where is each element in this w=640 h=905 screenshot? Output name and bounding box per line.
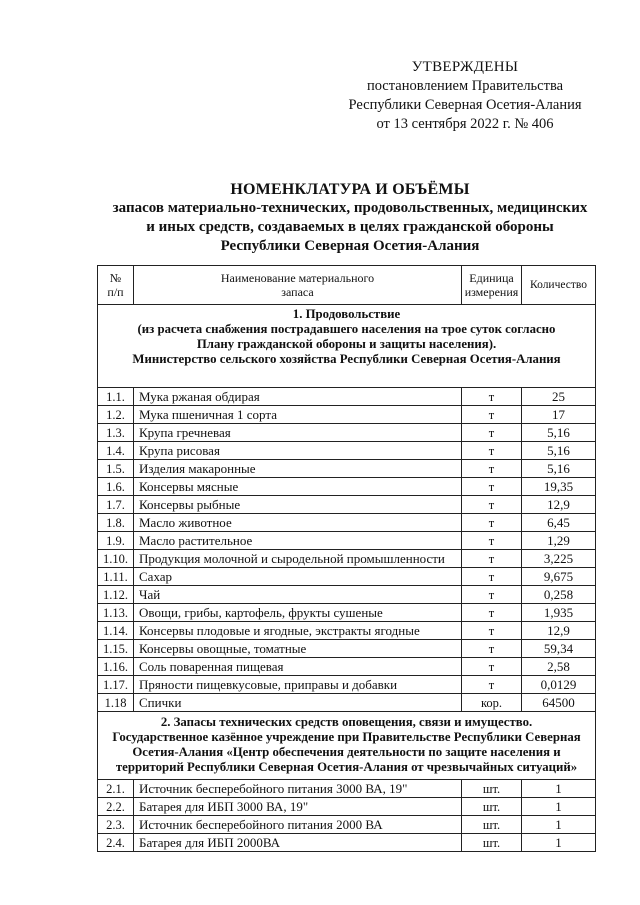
table-row — [98, 388, 596, 406]
row-quantity: 9,675 — [522, 568, 596, 586]
table-row — [98, 568, 596, 586]
row-number: 1.4. — [98, 442, 134, 460]
row-unit: т — [462, 442, 522, 460]
row-unit: т — [462, 460, 522, 478]
row-number: 2.1. — [98, 780, 134, 798]
table-row — [98, 834, 596, 852]
table-row — [98, 550, 596, 568]
row-quantity: 2,58 — [522, 658, 596, 676]
row-number: 2.3. — [98, 816, 134, 834]
row-unit: т — [462, 604, 522, 622]
row-quantity: 1,29 — [522, 532, 596, 550]
row-number: 1.13. — [98, 604, 134, 622]
row-name: Батарея для ИБП 2000ВА — [134, 834, 462, 852]
row-name: Изделия макаронные — [134, 460, 462, 478]
title-line: Республики Северная Осетия-Алания — [220, 238, 480, 254]
row-unit: т — [462, 622, 522, 640]
row-quantity: 5,16 — [522, 424, 596, 442]
row-name: Масло животное — [134, 514, 462, 532]
row-number: 1.5. — [98, 460, 134, 478]
row-number: 1.14. — [98, 622, 134, 640]
row-name: Крупа рисовая — [134, 442, 462, 460]
row-quantity: 19,35 — [522, 478, 596, 496]
approval-line: Республики Северная Осетия-Алания — [348, 97, 582, 113]
row-quantity: 12,9 — [522, 496, 596, 514]
row-name: Консервы плодовые и ягодные, экстракты ягодные — [134, 622, 462, 640]
table-row — [98, 676, 596, 694]
row-number: 1.1. — [98, 388, 134, 406]
section-header-food — [98, 305, 596, 388]
row-quantity: 0,258 — [522, 586, 596, 604]
row-number: 1.18 — [98, 694, 134, 712]
section-cell: 1. Продовольствие (из расчета снабжения пострадавшего населения на трое суток согласно Плану гражданской обороны и защиты населения). Министерство сельского хозяйства Республики Северная Осетия-Алания — [98, 305, 596, 388]
document-title — [80, 180, 620, 256]
table-row — [98, 514, 596, 532]
row-quantity: 12,9 — [522, 622, 596, 640]
table-row — [98, 496, 596, 514]
row-name: Мука пшеничная 1 сорта — [134, 406, 462, 424]
row-name: Масло растительное — [134, 532, 462, 550]
row-quantity: 1 — [522, 834, 596, 852]
table-row — [98, 640, 596, 658]
row-name: Спички — [134, 694, 462, 712]
row-number: 1.6. — [98, 478, 134, 496]
table-row — [98, 780, 596, 798]
row-unit: т — [462, 640, 522, 658]
row-unit: шт. — [462, 798, 522, 816]
row-unit: кор. — [462, 694, 522, 712]
row-quantity: 17 — [522, 406, 596, 424]
header-unit: Единица измерения — [462, 266, 522, 305]
row-quantity: 5,16 — [522, 460, 596, 478]
row-unit: т — [462, 424, 522, 442]
table-row — [98, 424, 596, 442]
row-unit: шт. — [462, 780, 522, 798]
row-quantity: 25 — [522, 388, 596, 406]
table-row — [98, 586, 596, 604]
row-unit: т — [462, 406, 522, 424]
title-main: НОМЕНКЛАТУРА И ОБЪЁМЫ — [230, 181, 470, 198]
row-unit: т — [462, 388, 522, 406]
row-unit: т — [462, 478, 522, 496]
table-row — [98, 816, 596, 834]
table-row — [98, 622, 596, 640]
row-quantity: 59,34 — [522, 640, 596, 658]
table-row — [98, 478, 596, 496]
row-unit: т — [462, 514, 522, 532]
row-name: Консервы рыбные — [134, 496, 462, 514]
row-name: Овощи, грибы, картофель, фрукты сушеные — [134, 604, 462, 622]
approval-line: постановлением Правительства — [366, 78, 564, 94]
row-unit: т — [462, 586, 522, 604]
row-unit: т — [462, 532, 522, 550]
row-quantity: 0,0129 — [522, 676, 596, 694]
row-number: 1.12. — [98, 586, 134, 604]
table-row — [98, 798, 596, 816]
row-number: 2.2. — [98, 798, 134, 816]
row-unit: шт. — [462, 816, 522, 834]
header-qty: Количество — [522, 266, 596, 305]
row-name: Мука ржаная обдирая — [134, 388, 462, 406]
row-number: 1.15. — [98, 640, 134, 658]
approval-heading: УТВЕРЖДЕНЫ — [411, 59, 519, 75]
row-name: Сахар — [134, 568, 462, 586]
row-number: 1.7. — [98, 496, 134, 514]
row-quantity: 64500 — [522, 694, 596, 712]
row-name: Источник бесперебойного питания 2000 ВА — [134, 816, 462, 834]
row-name: Консервы овощные, томатные — [134, 640, 462, 658]
row-number: 1.3. — [98, 424, 134, 442]
row-unit: т — [462, 658, 522, 676]
row-name: Консервы мясные — [134, 478, 462, 496]
row-name: Продукция молочной и сыродельной промышленности — [134, 550, 462, 568]
approval-line: от 13 сентября 2022 г. № 406 — [376, 116, 554, 132]
row-quantity: 1 — [522, 780, 596, 798]
title-line: запасов материально-технических, продовольственных, медицинских — [112, 200, 588, 216]
row-quantity: 1,935 — [522, 604, 596, 622]
row-quantity: 1 — [522, 816, 596, 834]
table-row — [98, 532, 596, 550]
row-quantity: 6,45 — [522, 514, 596, 532]
table-row — [98, 604, 596, 622]
table-row — [98, 694, 596, 712]
title-line: и иных средств, создаваемых в целях гражданской обороны — [146, 219, 554, 235]
row-number: 1.2. — [98, 406, 134, 424]
header-num: № п/п — [98, 266, 134, 305]
row-unit: т — [462, 568, 522, 586]
row-number: 1.17. — [98, 676, 134, 694]
row-number: 1.8. — [98, 514, 134, 532]
header-name: Наименование материального запаса — [134, 266, 462, 305]
row-quantity: 1 — [522, 798, 596, 816]
row-name: Источник бесперебойного питания 3000 ВА, 19" — [134, 780, 462, 798]
row-unit: т — [462, 496, 522, 514]
inventory-table — [97, 265, 596, 852]
row-name: Крупа гречневая — [134, 424, 462, 442]
approval-block — [330, 58, 600, 134]
row-quantity: 3,225 — [522, 550, 596, 568]
row-number: 1.16. — [98, 658, 134, 676]
row-quantity: 5,16 — [522, 442, 596, 460]
row-unit: т — [462, 676, 522, 694]
table-row — [98, 460, 596, 478]
row-name: Соль поваренная пищевая — [134, 658, 462, 676]
row-number: 1.11. — [98, 568, 134, 586]
row-number: 1.9. — [98, 532, 134, 550]
row-name: Пряности пищевкусовые, приправы и добавки — [134, 676, 462, 694]
table-header-row — [98, 266, 596, 305]
table-row — [98, 658, 596, 676]
table-row — [98, 406, 596, 424]
table-row — [98, 442, 596, 460]
row-unit: шт. — [462, 834, 522, 852]
section-header-equipment — [98, 712, 596, 780]
row-name: Чай — [134, 586, 462, 604]
row-name: Батарея для ИБП 3000 ВА, 19" — [134, 798, 462, 816]
section-cell: 2. Запасы технических средств оповещения, связи и имущество. Государственное казённое учреждение при Правительстве Республики Северная Осетия-Алания «Центр обеспечения деятельности по защите населения и территорий Республики Северная Осетия-Алания от чрезвычайных ситуаций» — [98, 712, 596, 780]
row-unit: т — [462, 550, 522, 568]
row-number: 2.4. — [98, 834, 134, 852]
row-number: 1.10. — [98, 550, 134, 568]
